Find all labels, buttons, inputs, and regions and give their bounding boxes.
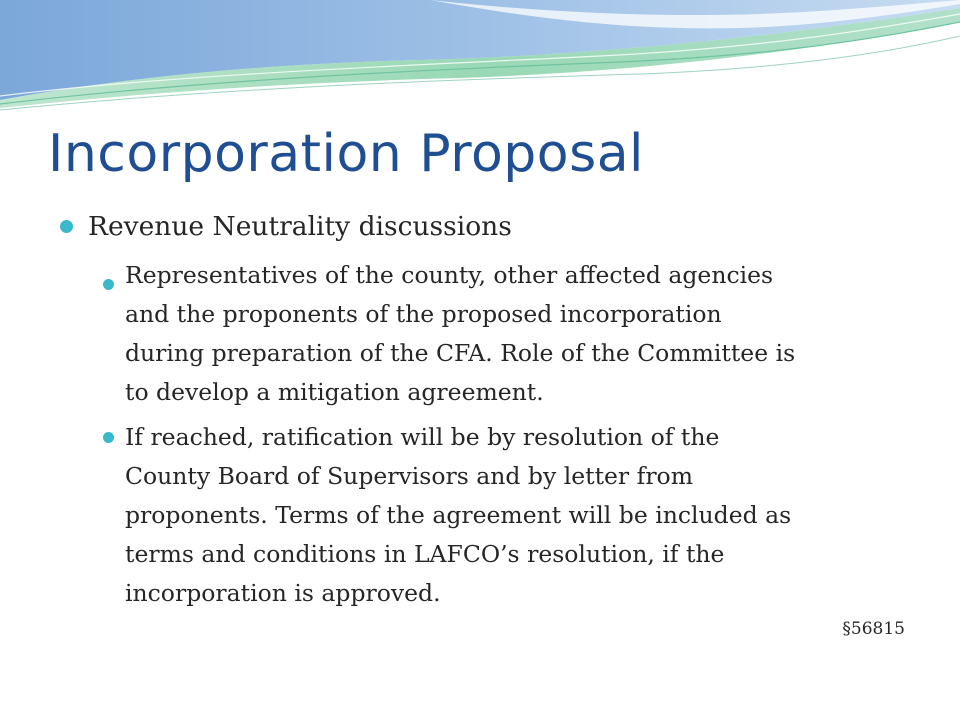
text-line: County Board of Supervisors and by letter from: [125, 462, 693, 490]
text-line: incorporation is approved.: [125, 579, 441, 607]
sub-bullet-ratification: [125, 418, 925, 613]
bullet-revenue-neutrality: Revenue Neutrality discussions: [88, 211, 512, 242]
text-line: to develop a mitigation agreement.: [125, 378, 544, 406]
sub-bullet-dot: [103, 279, 114, 290]
bullet-dot: [60, 220, 73, 233]
header-wave-decoration: [0, 0, 960, 130]
text-line: proponents. Terms of the agreement will be included as: [125, 501, 792, 529]
sub-bullet-representatives: [125, 256, 925, 412]
slide-title: Incorporation Proposal: [48, 124, 644, 184]
section-reference: §56815: [842, 619, 905, 639]
text-line: and the proponents of the proposed incorporation: [125, 300, 722, 328]
text-line: If reached, ratification will be by resolution of the: [125, 423, 720, 451]
text-line: during preparation of the CFA. Role of the Committee is: [125, 339, 796, 367]
text-line: Representatives of the county, other affected agencies: [125, 261, 774, 289]
text-line: terms and conditions in LAFCO’s resolution, if the: [125, 540, 725, 568]
sub-bullet-dot: [103, 432, 114, 443]
